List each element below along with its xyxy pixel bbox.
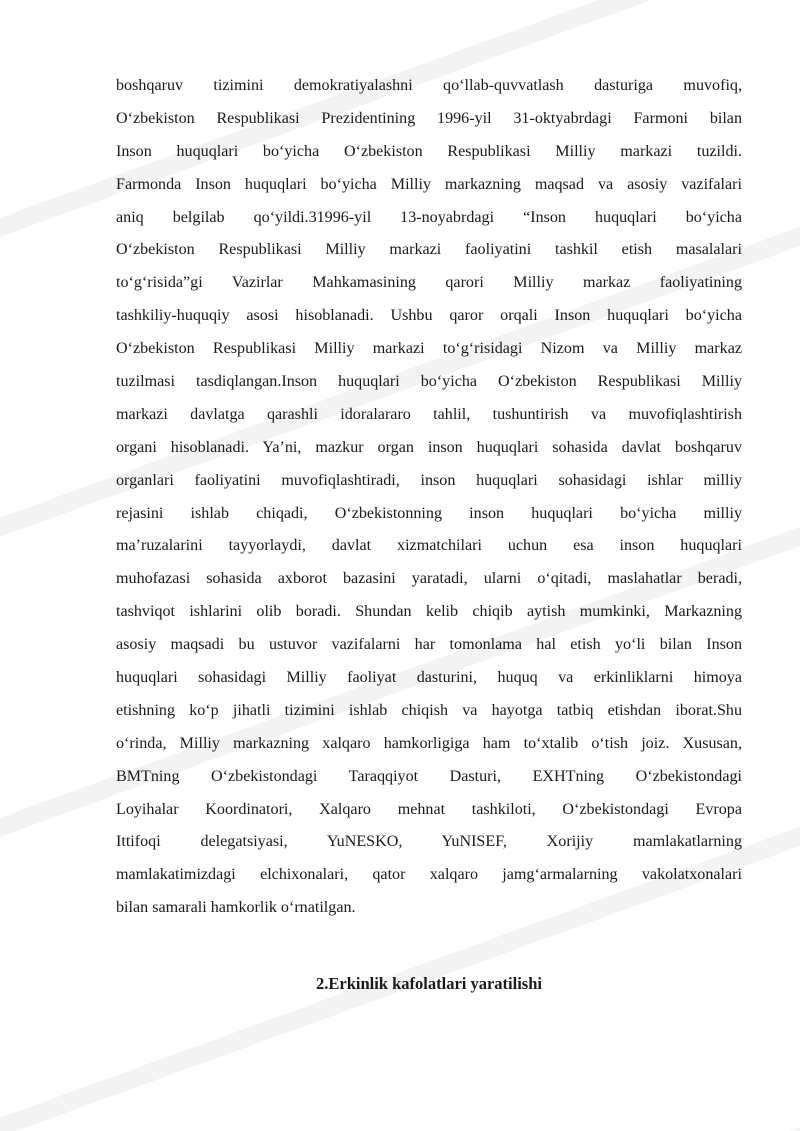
- text-line: boshqaruv tizimini demokratiyalashni qo‘llab-quvvatlash dasturiga muvofiq,: [116, 77, 742, 94]
- text-line: tuzilmasi tasdiqlangan.Inson huquqlari bo‘yicha O‘zbekiston Respublikasi Milliy: [116, 373, 742, 391]
- text-line: O‘zbekiston Respublikasi Milliy markazi to‘g‘risidagi Nizom va Milliy markaz: [116, 340, 742, 358]
- text-line: O‘zbekiston Respublikasi Prezidentining 1996-yil 31-oktyabrdagi Farmoni bilan: [116, 109, 742, 127]
- text-line: tashviqot ishlarini olib boradi. Shundan kelib chiqib aytish mumkinki, Markazning: [116, 603, 742, 621]
- text-line: Inson huquqlari bo‘yicha O‘zbekiston Respublikasi Milliy markazi tuzildi.: [116, 142, 742, 160]
- text-line: Loyihalar Koordinatori, Xalqaro mehnat tashkiloti, O‘zbekistondagi Evropa: [116, 800, 742, 818]
- text-line: huquqlari sohasidagi Milliy faoliyat dasturini, huquq va erkinliklarni himoya: [116, 669, 742, 687]
- text-line: BMTning O‘zbekistondagi Taraqqiyot Dasturi, EXHTning O‘zbekistondagi: [116, 767, 742, 785]
- text-line: Ittifoqi delegatsiyasi, YuNESKO, YuNISEF, Xorijiy mamlakatlarning: [116, 833, 742, 851]
- text-line: muhofazasi sohasida axborot bazasini yaratadi, ularni o‘qitadi, maslahatlar beradi,: [116, 570, 742, 588]
- body-paragraph: [116, 70, 742, 925]
- text-line: bilan samarali hamkorlik o‘rnatilgan.: [116, 899, 356, 917]
- text-line: rejasini ishlab chiqadi, O‘zbekistonning inson huquqlari bo‘yicha milliy: [116, 504, 742, 522]
- text-line: mamlakatimizdagi elchixonalari, qator xalqaro jamg‘armalarning vakolatxonalari: [116, 866, 742, 884]
- text-line: asosiy maqsadi bu ustuvor vazifalarni har tomonlama hal etish yo‘li bilan Inson: [116, 636, 742, 654]
- text-line: aniq belgilab qo‘yildi.31996-yil 13-noyabrdagi “Inson huquqlari bo‘yicha: [116, 208, 742, 226]
- text-line: o‘rinda, Milliy markazning xalqaro hamkorligiga ham to‘xtalib o‘tish joiz. Xususan,: [116, 734, 742, 752]
- text-line: organi hisoblanadi. Ya’ni, mazkur organ inson huquqlari sohasida davlat boshqaruv: [116, 438, 742, 456]
- text-line: O‘zbekiston Respublikasi Milliy markazi faoliyatini tashkil etish masalalari: [116, 241, 742, 259]
- text-line: ma’ruzalarini tayyorlaydi, davlat xizmatchilari uchun esa inson huquqlari: [116, 537, 742, 555]
- text-line: markazi davlatga qarashli idoralararo tahlil, tushuntirish va muvofiqlashtirish: [116, 405, 742, 423]
- section-heading: 2.Erkinlik kafolatlari yaratilishi: [316, 974, 542, 993]
- text-line: tashkiliy-huquqiy asosi hisoblanadi. Ushbu qaror orqali Inson huquqlari bo‘yicha: [116, 307, 742, 325]
- text-line: Farmonda Inson huquqlari bo‘yicha Milliy markazning maqsad va asosiy vazifalari: [116, 175, 742, 193]
- text-line: organlari faoliyatini muvofiqlashtiradi, inson huquqlari sohasidagi ishlar milliy: [116, 471, 742, 489]
- text-line: etishning ko‘p jihatli tizimini ishlab chiqish va hayotga tatbiq etishdan iborat.Shu: [116, 701, 742, 719]
- text-line: to‘g‘risida”gi Vazirlar Mahkamasining qarori Milliy markaz faoliyatining: [116, 274, 742, 292]
